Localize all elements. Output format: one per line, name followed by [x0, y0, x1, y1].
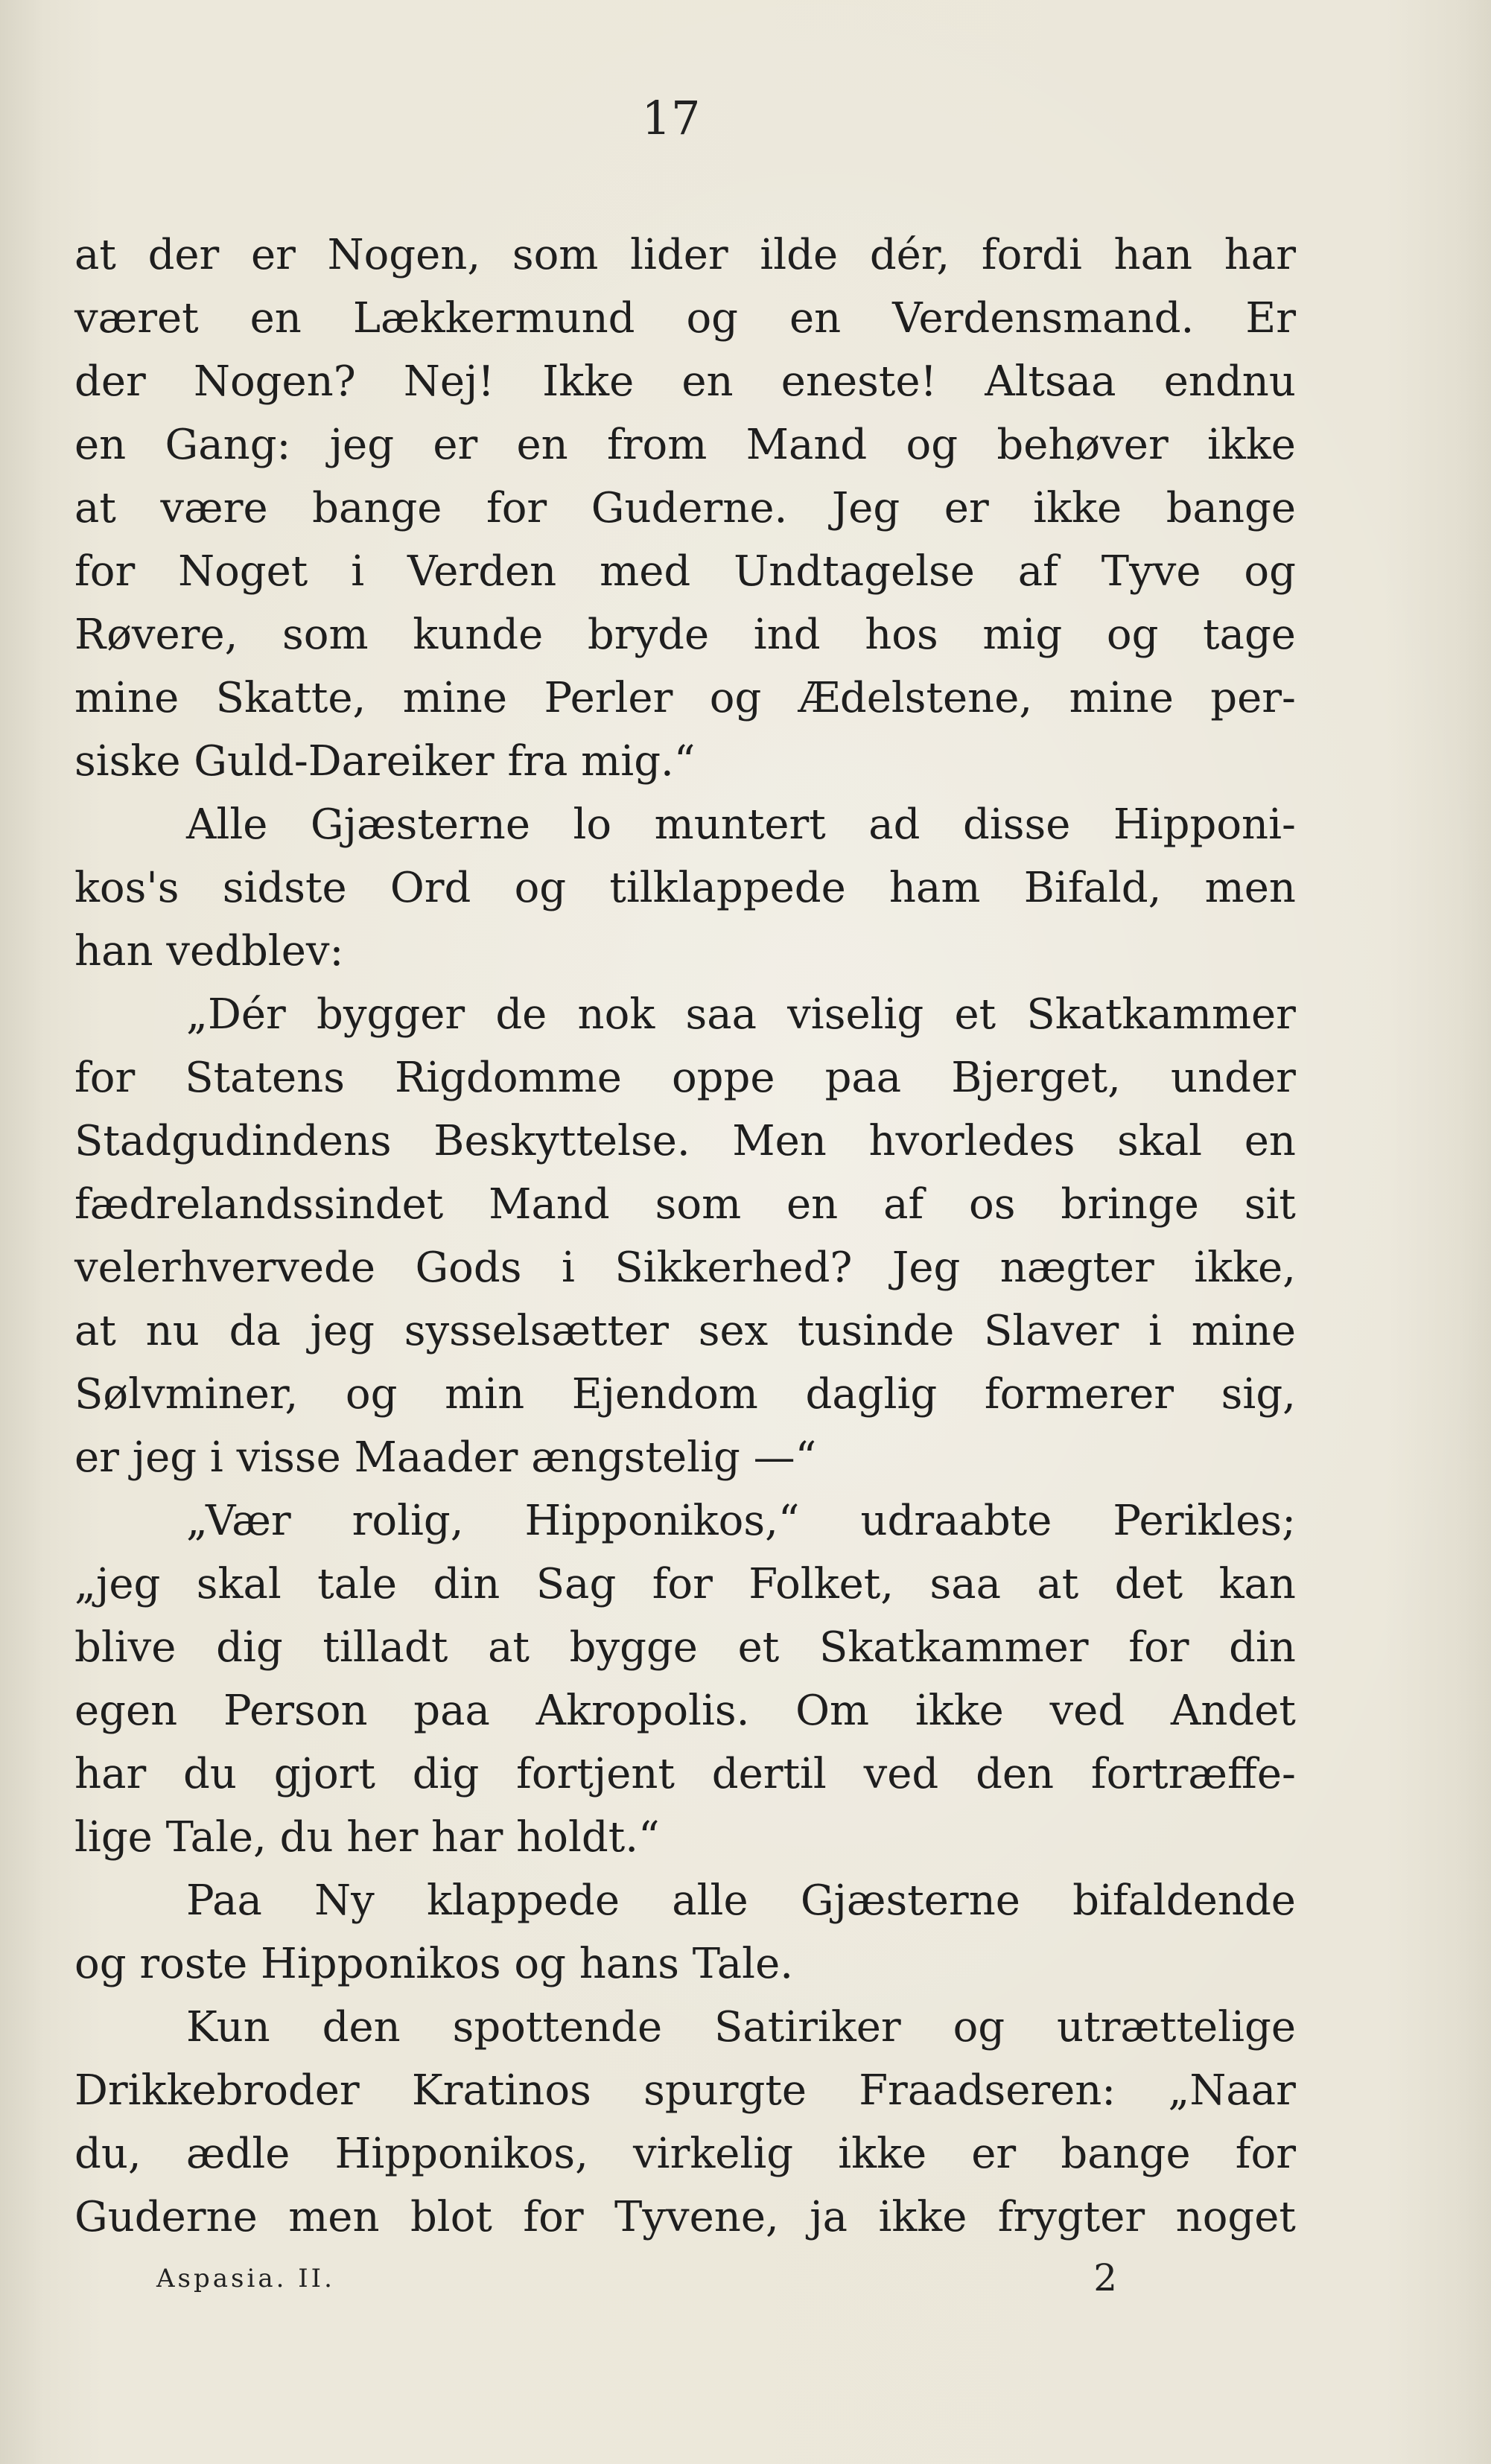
text-line: der Nogen? Nej! Ikke en eneste! Altsaa endnu — [74, 357, 1296, 406]
text-line: at nu da jeg sysselsætter sex tusinde Slaver i mine — [74, 1307, 1296, 1355]
text-line: at være bange for Guderne. Jeg er ikke bange — [74, 484, 1296, 532]
text-line: siske Guld-Dareiker fra mig.“ — [74, 737, 696, 786]
text-line: og roste Hipponikos og hans Tale. — [74, 1940, 794, 1988]
text-line: mine Skatte, mine Perler og Ædelstene, mine per- — [74, 674, 1296, 722]
sheet-number: 2 — [1093, 2256, 1117, 2299]
signature-mark: Aspasia. II. — [156, 2264, 335, 2293]
text-line: lige Tale, du her har holdt.“ — [74, 1813, 660, 1862]
text-line: har du gjort dig fortjent dertil ved den fortræffe- — [74, 1750, 1296, 1798]
text-line: „Dér bygger de nok saa viselig et Skatkammer — [186, 990, 1296, 1039]
text-line: „jeg skal tale din Sag for Folket, saa at det kan — [74, 1560, 1296, 1608]
body-text — [74, 223, 1296, 2249]
text-line: Stadgudindens Beskyttelse. Men hvorledes skal en — [74, 1117, 1296, 1165]
text-line: Røvere, som kunde bryde ind hos mig og tage — [74, 611, 1296, 659]
text-line: Kun den spottende Satiriker og utrættelige — [186, 2003, 1296, 2051]
text-line: været en Lækkermund og en Verdensmand. Er — [74, 294, 1296, 343]
text-line: Paa Ny klappede alle Gjæsterne bifaldende — [186, 1876, 1296, 1925]
text-line: du, ædle Hipponikos, virkelig ikke er bange for — [74, 2130, 1296, 2178]
text-line: fædrelandssindet Mand som en af os bringe sit — [74, 1180, 1296, 1229]
text-line: egen Person paa Akropolis. Om ikke ved Andet — [74, 1687, 1296, 1735]
text-line: kos's sidste Ord og tilklappede ham Bifald, men — [74, 864, 1296, 912]
text-line: for Statens Rigdomme oppe paa Bjerget, under — [74, 1054, 1296, 1102]
text-line: en Gang: jeg er en from Mand og behøver ikke — [74, 421, 1296, 469]
text-line: er jeg i visse Maader ængstelig —“ — [74, 1433, 817, 1482]
text-line: Sølvminer, og min Ejendom daglig formerer sig, — [74, 1370, 1296, 1419]
text-line: han vedblev: — [74, 927, 344, 975]
text-line: at der er Nogen, som lider ilde dér, fordi han har — [74, 231, 1296, 279]
text-line: for Noget i Verden med Undtagelse af Tyve og — [74, 547, 1296, 596]
page-number: 17 — [641, 91, 701, 145]
text-line: Alle Gjæsterne lo muntert ad disse Hipponi- — [186, 800, 1296, 849]
text-line: Drikkebroder Kratinos spurgte Fraadseren: „Naar — [74, 2066, 1296, 2115]
text-line: velerhvervede Gods i Sikkerhed? Jeg nægter ikke, — [74, 1244, 1296, 1292]
text-line: Guderne men blot for Tyvene, ja ikke frygter noget — [74, 2193, 1296, 2241]
text-line: blive dig tilladt at bygge et Skatkammer for din — [74, 1623, 1296, 1672]
text-line: „Vær rolig, Hipponikos,“ udraabte Perikles; — [186, 1497, 1296, 1545]
